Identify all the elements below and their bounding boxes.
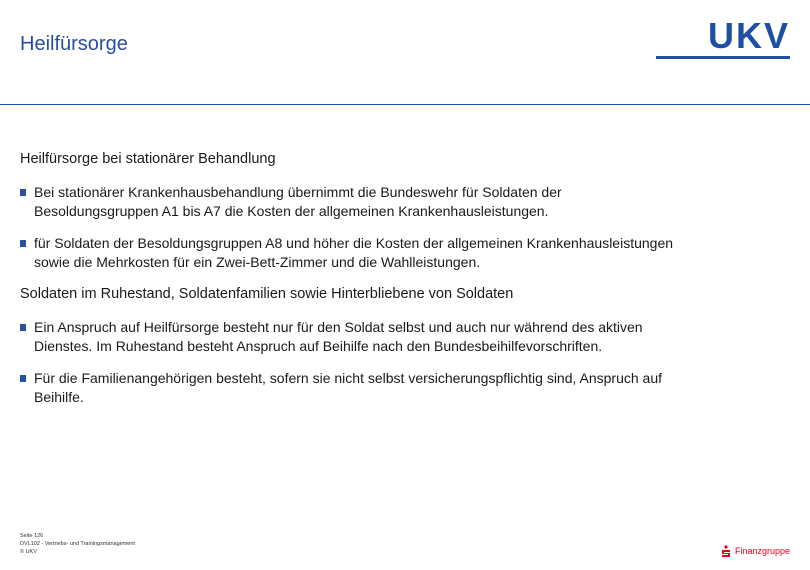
bullet-marker-icon [20,189,26,196]
slide-footer [20,532,135,556]
sparkasse-s-icon [721,545,731,557]
logo-underline [656,56,790,59]
bullet-text: Bei stationärer Krankenhausbehandlung übernimmt die Bundeswehr für Soldaten der Besoldungsgruppen A1 bis A7 die Kosten der allgemeinen Krankenhausleistungen. [34,184,562,219]
section-heading-retired: Soldaten im Ruhestand, Soldatenfamilien sowie Hinterbliebene von Soldaten [20,286,514,302]
bullet-text: für Soldaten der Besoldungsgruppen A8 und höher die Kosten der allgemeinen Krankenhausleistungen sowie die Mehrkosten für ein Zwei-Bett-Zimmer und die Wahlleistungen. [34,235,674,270]
bullet-item [20,369,680,407]
header-divider [0,104,810,105]
bullet-marker-icon [20,324,26,331]
bullet-text: Ein Anspruch auf Heilfürsorge besteht nur für den Soldat selbst und auch nur während des aktiven Dienstes. Im Ruhestand besteht Anspruch auf Beihilfe nach den Bundesbeihilfevorschriften. [34,319,643,354]
bullet-item [20,234,680,272]
ukv-logo [656,15,790,60]
section-heading-inpatient: Heilfürsorge bei stationärer Behandlung [20,151,276,167]
bullet-marker-icon [20,240,26,247]
finanzgruppe-label: Finanzgruppe [735,546,791,556]
bullet-item [20,183,680,221]
footer-page-number: Seite 126 [20,533,44,539]
footer-department: DVL102 - Vertriebs- und Trainingsmanagement [20,541,135,547]
bullet-marker-icon [20,375,26,382]
sparkasse-finanzgruppe-logo [721,544,793,558]
slide-content [20,150,680,420]
bullet-text: Für die Familienangehörigen besteht, sofern sie nicht selbst versicherungspflichtig sind, Anspruch auf Beihilfe. [34,370,663,405]
bullet-item [20,318,680,356]
footer-copyright: © UKV [20,549,37,555]
page-title: Heilfürsorge [20,33,128,55]
logo-text: UKV [707,15,790,56]
